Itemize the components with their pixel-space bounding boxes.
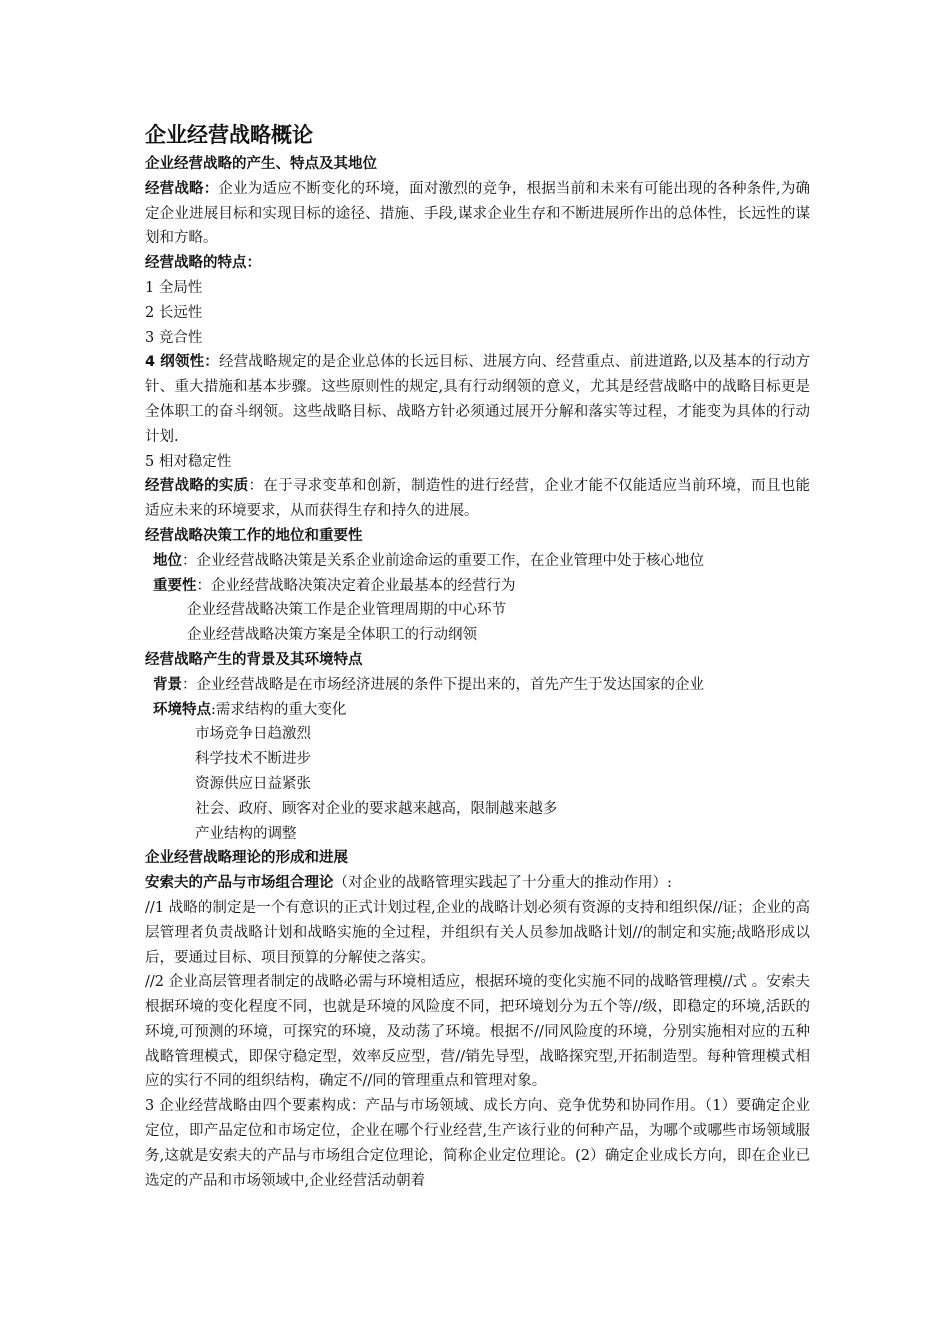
- term-text: 企业为适应不断变化的环境，面对激烈的竞争，根据当前和未来有可能出现的各种条件,为确定企业进展目标和实现目标的途径、措施、手段,谋求企业生存和不断进展所作出的总体性，长远性的谋划和方略。: [145, 180, 811, 247]
- background-line: [145, 673, 810, 698]
- paragraph-point-3: 3 企业经营战略由四个要素构成：产品与市场领域、成长方向、竞争优势和协同作用。（1）要确定企业定位，即产品定位和市场定位，企业在哪个行业经营,生产该行业的何种产品，为哪个或哪些市场领域服务,这就是安索夫的产品与市场组合定位理论，简称企业定位理论。(2）确定企业成长方向，即在企业已选定的产品和市场领域中,企业经营活动朝着: [145, 1098, 810, 1189]
- term-text: :需求结构的重大变化: [211, 701, 347, 718]
- term-text: （对企业的战略管理实践起了十分重大的推动作用）:: [333, 875, 672, 892]
- term-label: 经营战略：: [145, 180, 219, 197]
- environment-line: 产业结构的调整: [195, 825, 297, 842]
- term-label: 4 纲领性：: [145, 354, 219, 371]
- term-text: ：在于寻求变革和创新，制造性的进行经营，企业才能不仅能适应当前环境，而且也能适应未来的环境要求，从而获得生存和持久的进展。: [145, 478, 811, 520]
- paragraph-point-1: //1 战略的制定是一个有意识的正式计划过程,企业的战略计划必须有资源的支持和组织保//证；企业的高层管理者负责战略计划和战略实施的全过程，并组织有关人员参加战略计划//的制定和实施;战略形成以后，要通过目标、项目预算的分解使之落实。: [145, 899, 810, 966]
- term-text: ：企业经营战略决策是关系企业前途命运的重要工作，在企业管理中处于核心地位: [182, 552, 704, 569]
- feature-item: 5 相对稳定性: [145, 453, 232, 470]
- feature-item: 1 全局性: [145, 279, 203, 296]
- page-title: 企业经营战略概论: [145, 123, 313, 147]
- environment-line: 资源供应日益紧张: [195, 775, 311, 792]
- importance-line: 企业经营战略决策方案是全体职工的行动纲领: [187, 627, 477, 644]
- ansoff-line: [145, 871, 810, 896]
- paragraph-essence: [145, 474, 810, 524]
- features-heading: 经营战略的特点：: [145, 255, 261, 272]
- environment-line: 社会、政府、顾客对企业的要求越来越高，限制越来越多: [195, 800, 558, 817]
- term-label: 地位: [153, 552, 182, 569]
- status-line: [145, 549, 810, 574]
- document-body: [145, 118, 810, 1193]
- term-text: ：企业经营战略决策决定着企业最基本的经营行为: [196, 577, 516, 594]
- section-heading-background: 经营战略产生的背景及其环境特点: [145, 651, 363, 668]
- paragraph-definition: [145, 177, 810, 251]
- environment-line: [145, 698, 810, 723]
- feature-item: 2 长远性: [145, 304, 203, 321]
- section-heading-status: 经营战略决策工作的地位和重要性: [145, 527, 363, 544]
- paragraph-point-2: //2 企业高层管理者制定的战略必需与环境相适应，根据环境的变化实施不同的战略管理模//式 。安索夫根据环境的变化程度不同，也就是环境的风险度不同，把环境划分为五个等//级，即稳定的环境,活跃的环境,可预测的环境，可探究的环境，及动荡了环境。根据不//同风险度的环境，分别实施相对应的五种战略管理模式，即保守稳定型，效率反应型，营//销先导型，战略探究型,开拓制造型。每种管理模式相应的实行不同的组织结构，确定不//同的管理重点和管理对象。: [145, 974, 810, 1090]
- section-heading-theory: 企业经营战略理论的形成和进展: [145, 850, 348, 867]
- feature-item: 3 竞合性: [145, 329, 203, 346]
- term-label: 环境特点: [153, 701, 211, 718]
- term-label: 背景: [153, 676, 182, 693]
- term-label: 经营战略的实质: [145, 478, 249, 495]
- importance-line: 企业经营战略决策工作是企业管理周期的中心环节: [187, 602, 506, 619]
- environment-line: 市场竞争日趋激烈: [195, 726, 311, 743]
- term-text: ：企业经营战略是在市场经济进展的条件下提出来的，首先产生于发达国家的企业: [182, 676, 704, 693]
- term-text: 经营战略规定的是企业总体的长远目标、进展方向、经营重点、前进道路,以及基本的行动方针、重大措施和基本步骤。这些原则性的规定,具有行动纲领的意义，尤其是经营战略中的战略目标更是全体职工的奋斗纲领。这些战略目标、战略方针必须通过展开分解和落实等过程，才能变为具体的行动计划.: [145, 354, 811, 445]
- feature-item-programmatic: [145, 350, 810, 449]
- term-label: 重要性: [153, 577, 197, 594]
- importance-line: [145, 574, 810, 599]
- environment-line: 科学技术不断进步: [195, 751, 311, 768]
- term-label: 安索夫的产品与市场组合理论: [145, 875, 334, 892]
- section-heading-origin: 企业经营战略的产生、特点及其地位: [145, 156, 377, 172]
